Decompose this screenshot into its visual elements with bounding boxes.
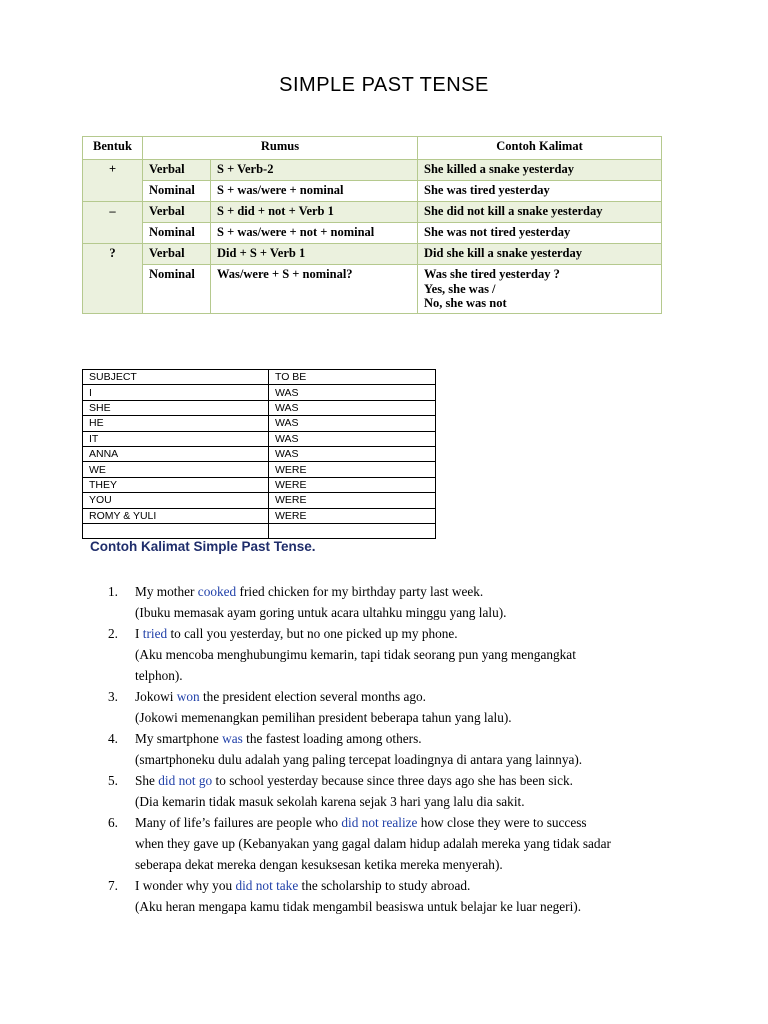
example-line: No, she was not: [424, 296, 507, 310]
formula-row: [83, 181, 662, 202]
list-item: [108, 581, 688, 623]
subject-cell: WE: [83, 462, 269, 477]
list-item: [108, 770, 688, 812]
form-type: Nominal: [143, 223, 211, 244]
table-row: [83, 523, 436, 538]
page-title: SIMPLE PAST TENSE: [279, 74, 489, 96]
sentence-text: My smartphone: [135, 731, 223, 746]
highlighted-verb: did not realize: [341, 815, 418, 830]
list-item: [108, 686, 688, 728]
item-number: 3.: [108, 689, 118, 704]
form-type: Verbal: [143, 202, 211, 223]
list-item: [108, 623, 688, 686]
form-formula: S + was/were + nominal: [211, 181, 418, 202]
sentence-text: how close they were to success: [417, 815, 587, 830]
form-symbol: ?: [83, 244, 143, 314]
to-be-cell: WERE: [269, 477, 436, 492]
form-type: Verbal: [143, 160, 211, 181]
formula-row: [83, 160, 662, 181]
highlighted-verb: did not take: [235, 878, 299, 893]
to-be-cell: [269, 523, 436, 538]
example-sentence: [135, 581, 688, 602]
subject-cell: IT: [83, 431, 269, 446]
to-be-cell: WAS: [269, 385, 436, 400]
example-line: Was she tired yesterday ?: [424, 267, 560, 281]
subject-cell: SHE: [83, 400, 269, 415]
header-subject: SUBJECT: [83, 370, 269, 385]
form-example: She was not tired yesterday: [418, 223, 662, 244]
examples-heading: Contoh Kalimat Simple Past Tense.: [90, 539, 316, 554]
to-be-cell: WERE: [269, 508, 436, 523]
example-sentence: [135, 623, 688, 644]
to-be-cell: WERE: [269, 462, 436, 477]
examples-list: [108, 581, 688, 917]
translation-line: (smartphoneku dulu adalah yang paling tercepat loadingnya di antara yang lainnya).: [135, 752, 583, 767]
subject-cell: THEY: [83, 477, 269, 492]
item-number: 2.: [108, 626, 118, 641]
formula-row: [83, 265, 662, 314]
header-rumus: Rumus: [143, 137, 418, 160]
list-item: [108, 812, 688, 875]
to-be-cell: WAS: [269, 431, 436, 446]
subject-cell: I: [83, 385, 269, 400]
to-be-cell: WERE: [269, 493, 436, 508]
subject-cell: YOU: [83, 493, 269, 508]
table-row: [83, 508, 436, 523]
table-row: [83, 400, 436, 415]
table-row: [83, 493, 436, 508]
example-sentence: [135, 686, 688, 707]
item-number: 7.: [108, 878, 118, 893]
sentence-text: My mother: [135, 584, 198, 599]
formula-row: [83, 223, 662, 244]
to-be-cell: WAS: [269, 416, 436, 431]
item-number: 6.: [108, 815, 118, 830]
highlighted-verb: cooked: [197, 584, 237, 599]
table-row: [83, 385, 436, 400]
header-contoh: Contoh Kalimat: [418, 137, 662, 160]
example-sentence: [135, 770, 688, 791]
sentence-text: to school yesterday because since three days ago she has been sick.: [212, 773, 573, 788]
to-be-table: [82, 369, 436, 539]
form-formula: S + did + not + Verb 1: [211, 202, 418, 223]
sentence-text: I: [135, 626, 143, 641]
list-item: [108, 875, 688, 917]
subject-cell: HE: [83, 416, 269, 431]
translation-line: seberapa dekat mereka dengan kesuksesan ketika mereka menyerah).: [135, 857, 503, 872]
table-row: [83, 477, 436, 492]
table-row: [83, 416, 436, 431]
header-to-be: TO BE: [269, 370, 436, 385]
formula-table: [82, 136, 662, 314]
table-row: [83, 462, 436, 477]
header-bentuk: Bentuk: [83, 137, 143, 160]
form-type: Nominal: [143, 265, 211, 314]
item-number: 4.: [108, 731, 118, 746]
form-formula: S + Verb-2: [211, 160, 418, 181]
highlighted-verb: did not go: [158, 773, 213, 788]
formula-table-header: [83, 137, 662, 160]
translation-line: (Jokowi memenangkan pemilihan president beberapa tahun yang lalu).: [135, 710, 512, 725]
form-example: She was tired yesterday: [418, 181, 662, 202]
sentence-text: the fastest loading among others.: [242, 731, 422, 746]
item-number: 1.: [108, 584, 118, 599]
sentence-text: the president election several months ago.: [199, 689, 427, 704]
sentence-text: Many of life’s failures are people who: [135, 815, 342, 830]
example-line: Yes, she was /: [424, 281, 496, 296]
subject-cell: ROMY & YULI: [83, 508, 269, 523]
form-formula: S + was/were + not + nominal: [211, 223, 418, 244]
example-sentence: [135, 875, 688, 896]
form-example: [418, 265, 662, 314]
highlighted-verb: tried: [142, 626, 168, 641]
formula-row: [83, 202, 662, 223]
highlighted-verb: won: [176, 689, 200, 704]
translation-line: (Aku heran mengapa kamu tidak mengambil beasiswa untuk belajar ke luar negeri).: [135, 899, 582, 914]
example-sentence: [135, 812, 688, 833]
formula-row: [83, 244, 662, 265]
form-type: Nominal: [143, 181, 211, 202]
form-example: She did not kill a snake yesterday: [418, 202, 662, 223]
item-number: 5.: [108, 773, 118, 788]
form-formula: Was/were + S + nominal?: [211, 265, 418, 314]
form-type: Verbal: [143, 244, 211, 265]
sentence-text: fried chicken for my birthday party last week.: [236, 584, 484, 599]
form-example: Did she kill a snake yesterday: [418, 244, 662, 265]
translation-line: telphon).: [135, 668, 183, 683]
form-symbol: –: [83, 202, 143, 244]
translation-line: (Aku mencoba menghubungimu kemarin, tapi tidak seorang pun yang mengangkat: [135, 647, 576, 662]
subject-cell: ANNA: [83, 446, 269, 461]
translation-line: (Ibuku memasak ayam goring untuk acara ultahku minggu yang lalu).: [135, 605, 507, 620]
sentence-text: Jokowi: [135, 689, 177, 704]
highlighted-verb: was: [222, 731, 243, 746]
table-row: [83, 446, 436, 461]
to-be-cell: WAS: [269, 446, 436, 461]
sentence-text: She: [135, 773, 159, 788]
table-row: [83, 431, 436, 446]
form-formula: Did + S + Verb 1: [211, 244, 418, 265]
example-sentence: [135, 728, 688, 749]
sentence-text: the scholarship to study abroad.: [298, 878, 471, 893]
form-symbol: +: [83, 160, 143, 202]
translation-line: (Dia kemarin tidak masuk sekolah karena sejak 3 hari yang lalu dia sakit.: [135, 794, 525, 809]
subject-cell: [83, 523, 269, 538]
sentence-text: I wonder why you: [135, 878, 236, 893]
list-item: [108, 728, 688, 770]
to-be-header: [83, 370, 436, 385]
form-example: She killed a snake yesterday: [418, 160, 662, 181]
translation-line: when they gave up (Kebanyakan yang gagal dalam hidup adalah mereka yang tidak sadar: [135, 836, 611, 851]
sentence-text: to call you yesterday, but no one picked up my phone.: [167, 626, 458, 641]
to-be-cell: WAS: [269, 400, 436, 415]
